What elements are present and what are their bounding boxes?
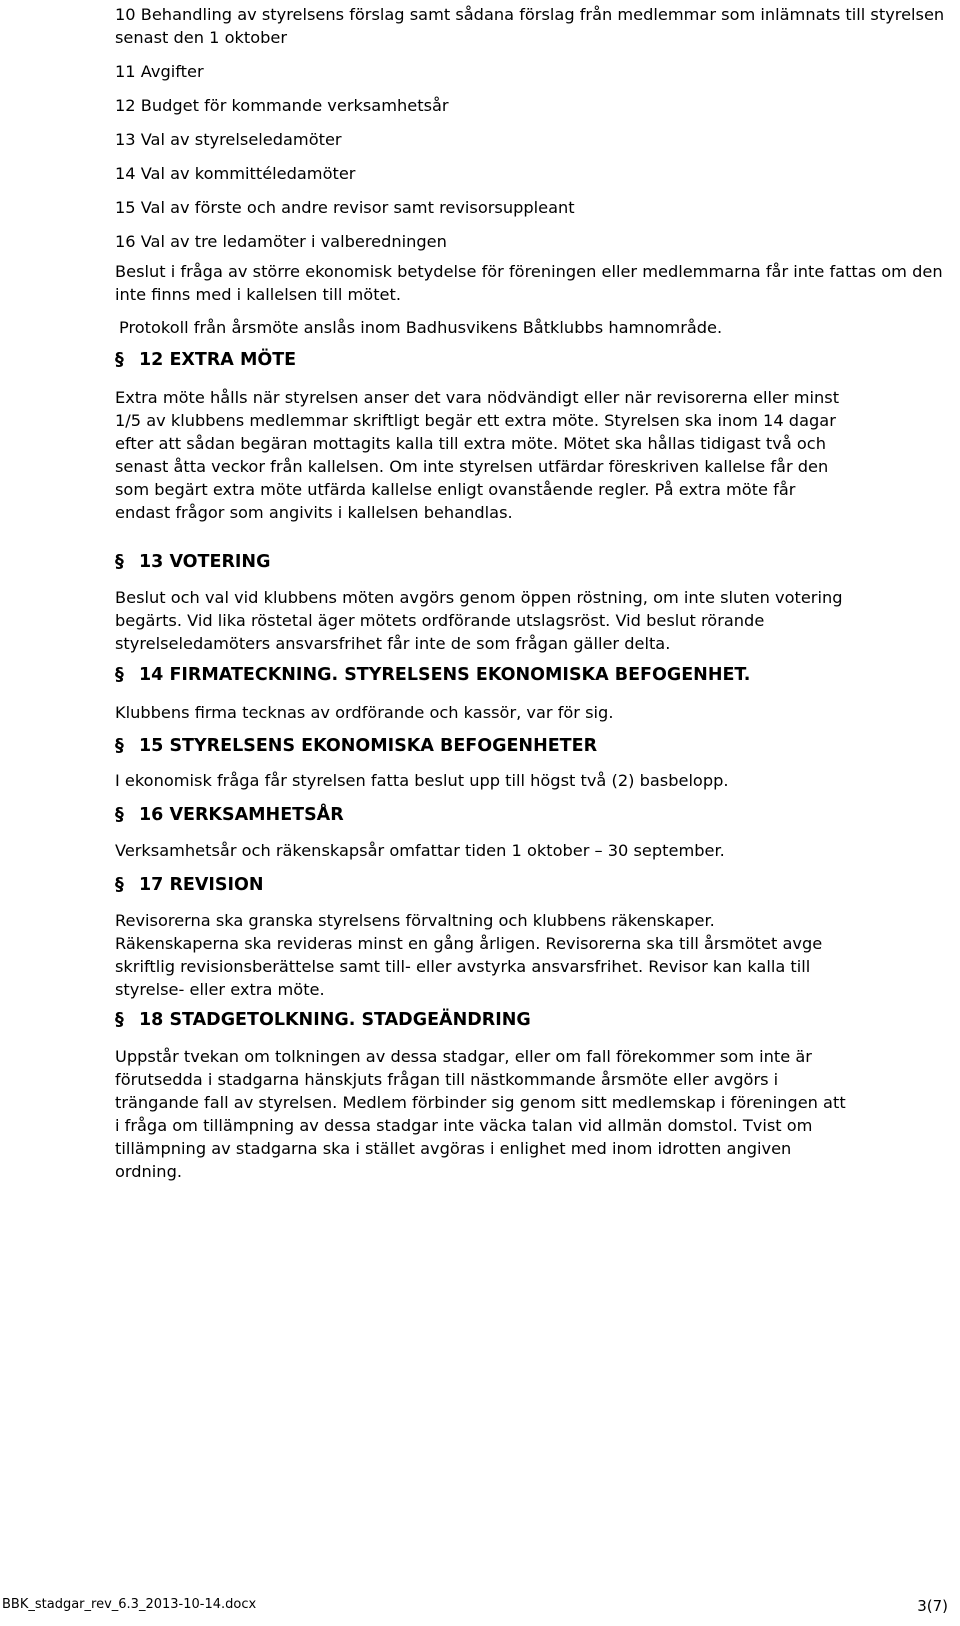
body-line: tillämpning av stadgarna ska i stället avgöras i enlighet med inom idrotten angiven xyxy=(115,1139,792,1158)
heading-text: 16 VERKSAMHETSÅR xyxy=(139,805,344,825)
body-line: trängande fall av styrelsen. Medlem förbinder sig genom sitt medlemskap i föreningen att xyxy=(115,1093,846,1112)
body-line: skriftlig revisionsberättelse samt till- eller avstyrka ansvarsfrihet. Revisor kan kalla till xyxy=(115,957,811,976)
section-heading-17 xyxy=(115,872,264,898)
section-heading-15 xyxy=(115,733,597,759)
body-line: begärts. Vid lika röstetal äger mötets ordförande utslagsröst. Vid beslut rörande xyxy=(115,611,765,630)
body-line: ordning. xyxy=(115,1162,182,1181)
body-line: senast åtta veckor från kallelsen. Om inte styrelsen utfärdar föreskriven kallelse får den xyxy=(115,457,829,476)
section-body-13 xyxy=(115,586,953,655)
section-heading-13 xyxy=(115,549,270,575)
body-line: Räkenskaperna ska revideras minst en gång årligen. Revisorerna ska till årsmötet avge xyxy=(115,934,823,953)
list-item: 10 Behandling av styrelsens förslag samt sådana förslag från medlemmar som inlämnats till styrelsen senast den 1 oktober xyxy=(115,5,945,47)
body-line: förutsedda i stadgarna hänskjuts frågan till nästkommande årsmöte eller avgörs i xyxy=(115,1070,779,1089)
body-line: 1/5 av klubbens medlemmar skriftligt begär ett extra möte. Styrelsen ska inom 14 dagar xyxy=(115,411,836,430)
footer-filename: BBK_stadgar_rev_6.3_2013-10-14.docx xyxy=(2,1597,257,1612)
section-heading-16 xyxy=(115,802,344,828)
section-symbol: § xyxy=(115,665,124,685)
section-symbol: § xyxy=(115,736,124,756)
protocol-note: Protokoll från årsmöte anslås inom Badhusvikens Båtklubbs hamnområde. xyxy=(119,318,723,337)
footer-page-number: 3(7) xyxy=(917,1597,948,1615)
section-symbol: § xyxy=(115,875,124,895)
body-line: i fråga om tillämpning av dessa stadgar inte väcka talan vid allmän domstol. Tvist om xyxy=(115,1116,813,1135)
body-line: styrelseledamöters ansvarsfrihet får inte de som frågan gäller delta. xyxy=(115,634,671,653)
section-symbol: § xyxy=(115,1010,124,1030)
heading-text: 12 EXTRA MÖTE xyxy=(139,350,297,370)
heading-text: 18 STADGETOLKNING. STADGEÄNDRING xyxy=(139,1010,531,1030)
list-item: 12 Budget för kommande verksamhetsår xyxy=(115,96,449,115)
section-body-12 xyxy=(115,386,953,524)
body-line: styrelse- eller extra möte. xyxy=(115,980,325,999)
list-item: 11 Avgifter xyxy=(115,62,204,81)
body-line: Revisorerna ska granska styrelsens förvaltning och klubbens räkenskaper. xyxy=(115,911,715,930)
body-line: efter att sådan begäran mottagits kalla till extra möte. Mötet ska hållas tidigast två och xyxy=(115,434,826,453)
section-heading-12 xyxy=(115,347,296,373)
list-item: 13 Val av styrelseledamöter xyxy=(115,130,342,149)
list-item: 16 Val av tre ledamöter i valberedningen xyxy=(115,232,447,251)
section-symbol: § xyxy=(115,805,124,825)
section-body-17 xyxy=(115,909,953,1001)
body-line: endast frågor som angivits i kallelsen behandlas. xyxy=(115,503,513,522)
section-symbol: § xyxy=(115,552,124,572)
section-heading-18 xyxy=(115,1007,531,1033)
section-symbol: § xyxy=(115,350,124,370)
body-line: Extra möte hålls när styrelsen anser det vara nödvändigt eller när revisorerna eller minst xyxy=(115,388,840,407)
decision-note: Beslut i fråga av större ekonomisk betydelse för föreningen eller medlemmarna får inte fattas om den inte finns med i kallelsen till mötet. xyxy=(115,262,943,304)
body-line: Beslut och val vid klubbens möten avgörs genom öppen röstning, om inte sluten votering xyxy=(115,588,843,607)
section-body-14 xyxy=(115,701,953,724)
heading-text: 15 STYRELSENS EKONOMISKA BEFOGENHETER xyxy=(139,736,598,756)
heading-text: 17 REVISION xyxy=(139,875,264,895)
list-item: 15 Val av förste och andre revisor samt revisorsuppleant xyxy=(115,198,575,217)
body-line: I ekonomisk fråga får styrelsen fatta beslut upp till högst två (2) basbelopp. xyxy=(115,771,729,790)
section-heading-14 xyxy=(115,662,750,688)
agenda-list xyxy=(115,3,953,264)
list-item: 14 Val av kommittéledamöter xyxy=(115,164,356,183)
body-line: Klubbens firma tecknas av ordförande och kassör, var för sig. xyxy=(115,703,614,722)
section-body-16 xyxy=(115,839,953,862)
body-line: Verksamhetsår och räkenskapsår omfattar tiden 1 oktober – 30 september. xyxy=(115,841,725,860)
section-body-18 xyxy=(115,1045,953,1183)
heading-text: 14 FIRMATECKNING. STYRELSENS EKONOMISKA BEFOGENHET. xyxy=(139,665,751,685)
body-line: Uppstår tvekan om tolkningen av dessa stadgar, eller om fall förekommer som inte är xyxy=(115,1047,812,1066)
heading-text: 13 VOTERING xyxy=(139,552,271,572)
section-body-15 xyxy=(115,769,953,792)
body-line: som begärt extra möte utfärda kallelse enligt ovanstående regler. På extra möte får xyxy=(115,480,796,499)
